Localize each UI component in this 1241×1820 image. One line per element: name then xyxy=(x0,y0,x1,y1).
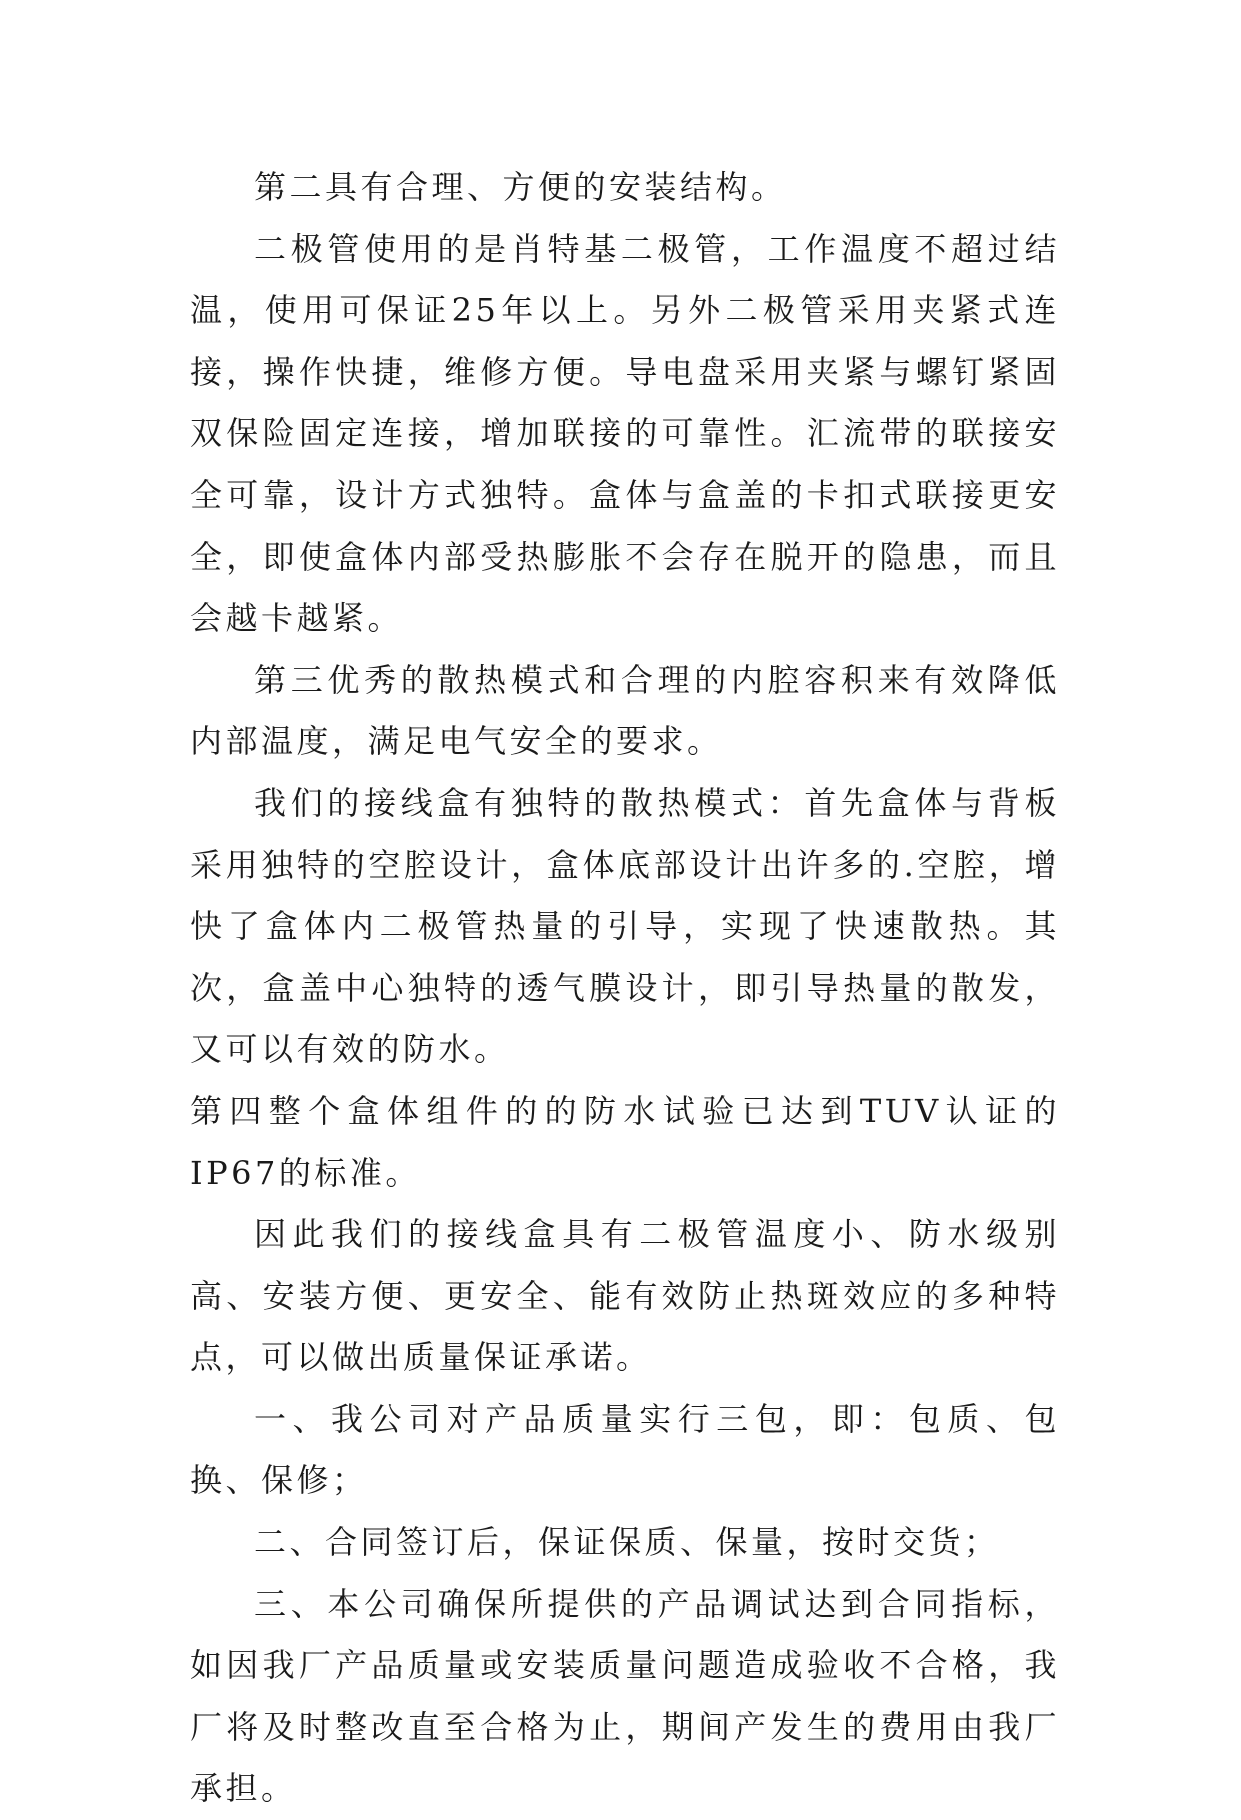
paragraph-cooling-mode: 我们的接线盒有独特的散热模式：首先盒体与背板采用独特的空腔设计，盒体底部设计出许多的.空腔，增快了盒体内二极管热量的引导，实现了快速散热。其次，盒盖中心独特的透气膜设计，即引导热量的散发，又可以有效的防水。 xyxy=(190,783,1060,1069)
document-body xyxy=(190,157,1060,1820)
paragraph-heat-dissipation: 第三优秀的散热模式和合理的内腔容积来有效降低内部温度，满足电气安全的要求。 xyxy=(190,660,1060,761)
commitment-item-2: 二、合同签订后，保证保质、保量，按时交货； xyxy=(254,1523,1000,1562)
paragraph-quality-commitment: 因此我们的接线盒具有二极管温度小、防水级别高、安装方便、更安全、能有效防止热斑效应的多种特点，可以做出质量保证承诺。 xyxy=(190,1215,1060,1377)
commitment-item-3: 三、本公司确保所提供的产品调试达到合同指标，如因我厂产品质量或安装质量问题造成验收不合格，我厂将及时整改直至合格为止，期间产发生的费用由我厂承担。 xyxy=(190,1584,1060,1808)
paragraph-installation-structure: 第二具有合理、方便的安装结构。 xyxy=(254,168,787,206)
paragraph-diode-details: 二极管使用的是肖特基二极管，工作温度不超过结温，使用可保证25年以上。另外二极管采用夹紧式连接，操作快捷，维修方便。导电盘采用夹紧与螺钉紧固双保险固定连接，增加联接的可靠性。汇流带的联接安全可靠，设计方式独特。盒体与盒盖的卡扣式联接更安全，即使盒体内部受热膨胀不会存在脱开的隐患，而且会越卡越紧。 xyxy=(190,229,1060,638)
paragraph-waterproof-standard: 第四整个盒体组件的的防水试验已达到TUV认证的IP67的标准。 xyxy=(190,1091,1060,1192)
commitment-item-1: 一、我公司对产品质量实行三包，即：包质、包换、保修； xyxy=(190,1399,1060,1500)
